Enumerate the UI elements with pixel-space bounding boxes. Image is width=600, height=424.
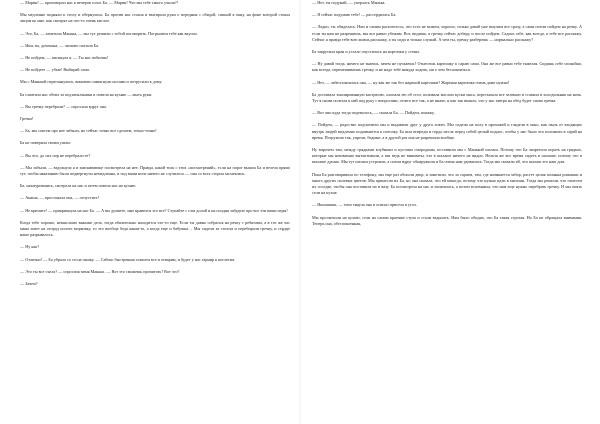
paragraph: — Отлично! — Ба убрала со стола чашку. — Сейчас быстренько помоем все и отварим, и будет у нас гарнир к котлетам.: [20, 256, 236, 262]
paragraph: — Пойдем, — радостно подскочили мы и выдавили друг у друга локти. Мы сидели на полу в прохожей и глядели в окно, как пыль от входящих внутрь людей медленно поднимается к потолку. Ба шла впереди и гордо несла перед собой целый поднос, чтобы у нас было что положить в сарай на время. Погрузили так, упрели, бедные, а в другой раз она не разрешила вообще.: [312, 122, 582, 140]
paragraph: — Не кричите! — прикрикнула на нас Ба. — А вы думаете, мне нравится это все? Ступайте с глаз долой и на полдня забудьте про все эти ваши игры!: [20, 207, 288, 213]
paragraph: Пока Ба разговаривала по телефону, мы еще раз обошли двор, и заметили, что за сараем, там, где начинается забор, растет целая полянка ромашки и много других полевых цветов. Мы принесли их Ба, но она сказала, что ей некогда, потому что нужно идти в магазин. Тогда мы решили, что отнесем их соседке, чтобы она поставила их в вазу. Ба посмотрела на нас и засмеялась, а потом вспомнила, что нам еще нужно перебрать гречку. И мы опять сели на кухне.: [312, 171, 582, 196]
paragraph: — Марин! — приговорил нас к вечеров голос Ба. — Марин! Что мы тебе такого учили?!: [20, 0, 179, 5]
paragraph: — Мы забыли, — вздохнула я и заискивающе посмотрела на нее. Правда, какой толк с этих «посмотрений», если на порог вышла Ба и велела прямо тут, чтобы наказанию были подвергнуты немедленно, и под ваши ноги ничего не случилось — она со всех сторон засмеялась.: [20, 164, 290, 177]
paragraph: Ба доставала эмалированную кастрюлю, хлопала ею об стол, поливала маслом куски мяса, пересыпала все зеленью и ставила в холодильник на ночь. Тут я снова полезла к ней под руку с вопросами, отчего все так, а не иначе, и как так вышло, что у нас завтра на обед будет снова гречка.: [312, 91, 582, 104]
paragraph: — Это, Ба, — заметила Манька, — мы тут решили с тобой поговорить. Погрызаем тебе как вкусно.: [20, 30, 198, 36]
paragraph: Мы с Манькой переглянулись, виновато шмыгнули носами и потрусили к дому.: [20, 79, 163, 85]
paragraph: — Ну как?: [20, 244, 40, 250]
paragraph: Мы медленно подняли к столу и обернулись. Ба против нас стояла и вытирала руки о передник с обидой, спиной к окну, на фоне которой стояла лицом ко мне, как смотрят на что-то очень кислое.: [20, 12, 290, 24]
paragraph: — Нет, — забеспокоилась она, — ну как же так без жареной картошки? Жареная картошка очень даже нужна!: [312, 79, 510, 85]
paragraph: — Я сейчас подумаю тебе! — рассердилась Ба.: [312, 12, 397, 18]
paragraph: — Это ты все съела? — спросила меня Манька. — Вот это сможешь прочитать? Вот это?: [20, 268, 180, 274]
page-gutter: [299, 0, 301, 424]
paragraph: — Нет, ты подумай, — уперлась Манька.: [312, 0, 386, 5]
paragraph: — Ладно, ты обиделась. Нам и самим расхотелось, что есть не можем, хорошо, только давай уже выучим все сразу, а сами потом пойдем на речку. А если ты нам не разрешишь, мы все равно убежим. Вот, видишь, я гречку сейчас доберу, и после пойдем. Садись себе, как всегда, я тебе все расскажу. Сейчас я правда тебе всю жизнь расскажу, а ты сиди и только слушай. А чем ты, гречку разберешь — нормально расскажу?: [312, 24, 582, 42]
paragraph: — Ну давай тогда, ничего не знаешь, зачем не пускаешь? Отнесешь картошку к сараю сама. Она же все равно тебе тяжелая. Сидишь себе спокойно, как всегда, перемешиваешь гречку, и не надо тебе никуда ходить, ни о чем беспокоиться.: [312, 61, 582, 73]
paragraph: — Зачем?: [20, 281, 38, 287]
paragraph: Ба закрутила кран и устало опустилась на корточки у стены.: [312, 49, 420, 55]
paragraph: — Ишшшшш, — тихо тянула она и опасно присела в угол.: [312, 202, 417, 208]
paragraph: — Вы гречку перебрали? — спросила вдруг она.: [20, 103, 107, 109]
paragraph: Мы проскочили на кухню, сели на самом краешке стула и стали вздыхать. Нам было обидно, что Ба такая строгая. Но Ба не обращала внимания. Теперь она, обеспокоенная,: [312, 214, 582, 226]
paragraph: — Ишь ты, доченька, — ласково сказала Ба.: [20, 42, 99, 48]
paragraph: Ба не поверила своим ушам:: [20, 140, 71, 146]
paragraph: — Вы что, до сих пор не перебрали ее?: [20, 152, 91, 158]
paragraph: Ну впрочем там, между грядками клубники и кустами смородины, поставили мы с Манькой шалаш. Потому что Ба запретила играть на грядках, которые мы неизменно вытаптывали, а мы ведь не виноваты, что в шалаше ничего не видно. Нельзя же все время сидеть в шалаше, потому что в шалаше душно. Мы тут шалаш устроили, а потом вдруг обнаружили и Ба очень нам удивилась. Тогда мы сказали ей, что шалаш это наш дом.: [312, 147, 582, 165]
paragraph: — Анаша, — простонала она, — отпустите!: [20, 195, 99, 201]
paragraph: — Не пойдем, — пискнула я. — Ты нас побьешь!: [20, 55, 109, 61]
paragraph: — Вот оно куда тогда подевалось, — сказала Ба. — Пойдем, покажу.: [312, 110, 435, 116]
paragraph: Когда тебе хорошо, немыслимо важные дела, тогда обязательно находится что-то еще. Если ты давно собрался на речку с ребятами, а в тот же час мама зовет на огород полоть морковку, то это вообще беда какая-то, а когда еще и бабушка… Мы сидели за столом и перебирали гречку, и сердце наше разрывалось.: [20, 219, 290, 238]
paragraph: Ба схватила нас обеих за подзатыльники и повела на кухню — мыть руки.: [20, 91, 153, 97]
paragraph: Гречка!: [20, 116, 34, 122]
paragraph: — Не пойдете — убью! Выбирай сама.: [20, 67, 90, 73]
paragraph: — Ба, мы совсем про нее забыли, но сейчас точно все сделаем, точно-точно!: [20, 128, 157, 134]
paragraph: Ба, нахмурившись, смотрела на нас и затем повела нас на кухню.: [20, 183, 137, 189]
right-page: [312, 0, 582, 424]
left-page: [20, 0, 290, 424]
